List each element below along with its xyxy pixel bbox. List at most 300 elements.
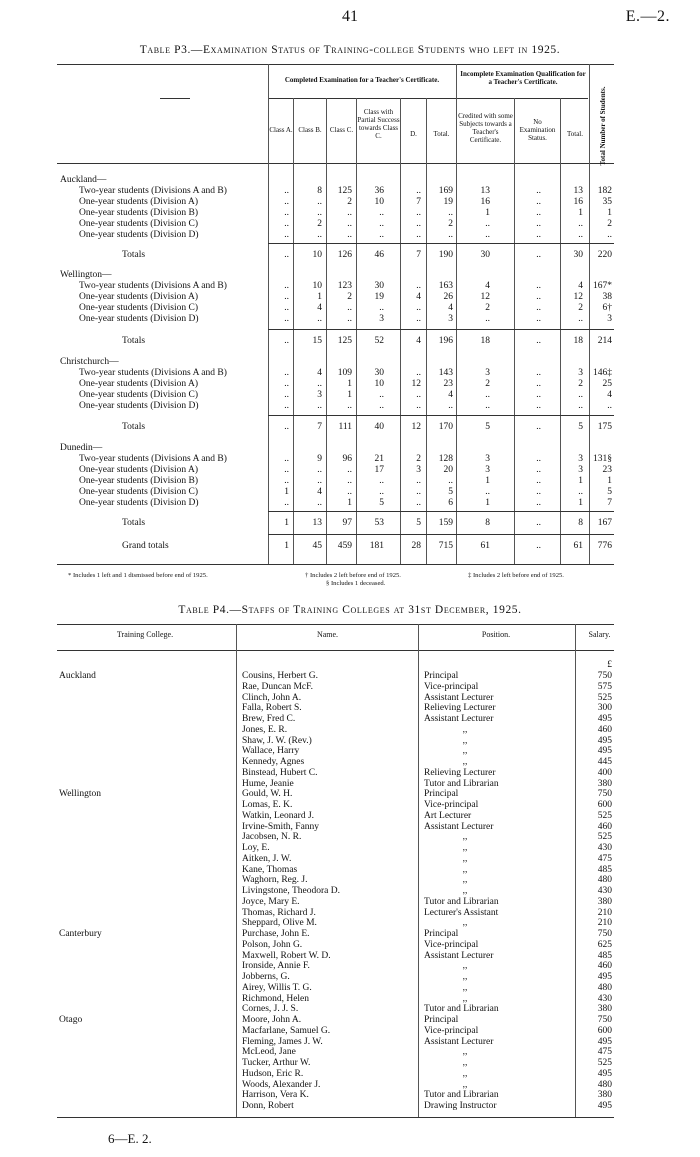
cell-value: .. (379, 219, 384, 229)
cell-value: 4 (317, 487, 322, 497)
cell-value: 28 (411, 541, 421, 551)
staff-position: Assistant Lecturer (424, 714, 494, 724)
staff-salary: 600 (597, 800, 612, 810)
row-label: One-year students (Division A) (79, 197, 198, 207)
staff-position: Assistant Lecturer (424, 692, 494, 703)
staff-name: Shaw, J. W. (Rev.) (242, 735, 312, 746)
cell-value: .. (536, 465, 541, 475)
footnote-star: * Includes 1 left and 1 dismissed before end of 1925. (68, 572, 208, 579)
cell-value: 7 (416, 250, 421, 260)
cell-value: 1 (347, 498, 352, 508)
cell-value: 13 (312, 518, 322, 528)
header-partial-success: Class with Partial Success towards Class C. (357, 108, 400, 140)
cell-value: 4 (448, 303, 453, 313)
cell-value: 2 (317, 219, 322, 229)
cell-value: .. (536, 518, 541, 528)
staff-position: Tutor and Librarian (424, 1004, 499, 1015)
cell-value: .. (317, 208, 322, 218)
cell-value: .. (416, 186, 421, 196)
staff-name: Jones, E. R. (242, 724, 288, 735)
college-name: Dunedin— (60, 443, 103, 453)
cell-value: .. (416, 498, 421, 508)
cell-value: .. (536, 197, 541, 207)
staff-salary: 400 (597, 767, 612, 778)
cell-value: .. (536, 303, 541, 313)
cell-value: 30 (480, 250, 490, 260)
cell-value: 4 (317, 368, 322, 378)
cell-value: .. (448, 476, 453, 486)
row-label: One-year students (Division A) (79, 379, 198, 389)
staff-salary: 750 (597, 929, 612, 939)
cell-value: .. (284, 186, 289, 196)
cell-value: .. (284, 368, 289, 378)
cell-value: .. (416, 208, 421, 218)
cell-value: .. (284, 219, 289, 229)
cell-value: 21 (374, 454, 384, 464)
row-label: One-year students (Division D) (79, 314, 199, 324)
cell-value: .. (536, 476, 541, 486)
cell-value: 167* (593, 281, 612, 291)
position-ditto: ,, (462, 746, 468, 757)
cell-value: 3 (317, 390, 322, 400)
position-ditto: ,, (462, 1079, 468, 1090)
cell-value: .. (347, 487, 352, 497)
cell-value: .. (284, 498, 289, 508)
cell-value: .. (416, 487, 421, 497)
position-ditto: ,, (462, 724, 468, 735)
cell-value: .. (536, 281, 541, 291)
cell-value: 19 (443, 197, 453, 207)
cell-value: .. (347, 314, 352, 324)
cell-value: .. (536, 368, 541, 378)
cell-value: .. (284, 292, 289, 302)
cell-value: 1 (607, 476, 612, 486)
page-number: 41 (342, 8, 358, 25)
staff-name: Rae, Duncan McF. (242, 681, 313, 692)
cell-value: 1 (485, 476, 490, 486)
cell-value: 190 (438, 250, 453, 260)
cell-value: 159 (438, 518, 453, 528)
cell-value: 40 (374, 422, 384, 432)
row-label: Two-year students (Divisions A and B) (79, 186, 227, 196)
staff-salary: 460 (597, 724, 612, 735)
cell-value: 163 (438, 281, 453, 291)
cell-value: .. (379, 208, 384, 218)
table-p3-title: Table P3.—Examination Status of Training-college Students who left in 1925. (139, 44, 561, 56)
cell-value: 4 (416, 336, 421, 346)
staff-name: Hudson, Eric R. (242, 1068, 304, 1079)
cell-value: .. (317, 465, 322, 475)
staff-salary: 430 (597, 886, 612, 896)
cell-value: .. (379, 401, 384, 411)
staff-name: Binstead, Hubert C. (242, 767, 318, 778)
cell-value: 30 (573, 250, 583, 260)
staff-salary: 480 (597, 1079, 612, 1090)
staff-salary: 495 (597, 1036, 612, 1047)
position-ditto: ,, (462, 864, 468, 875)
cell-value: 181 (369, 541, 384, 551)
cell-value: 175 (597, 422, 612, 432)
row-label: Two-year students (Divisions A and B) (79, 368, 227, 378)
cell-value: .. (284, 281, 289, 291)
cell-value: 3 (379, 314, 384, 324)
cell-value: 61 (480, 541, 490, 551)
row-label: One-year students (Division D) (79, 498, 199, 508)
cell-value: 8 (485, 518, 490, 528)
cell-value: 125 (337, 186, 352, 196)
cell-value: 52 (374, 336, 384, 346)
cell-value: .. (536, 219, 541, 229)
totals-divider (268, 329, 614, 330)
cell-value: 169 (438, 186, 453, 196)
cell-value: 2 (578, 303, 583, 313)
cell-value: .. (416, 476, 421, 486)
cell-value: 23 (443, 379, 453, 389)
cell-value: 1 (284, 541, 289, 551)
row-label: Grand totals (122, 541, 169, 551)
cell-value: 715 (438, 541, 453, 551)
cell-value: 5 (607, 487, 612, 497)
cell-value: 128 (438, 454, 453, 464)
cell-value: 2 (485, 303, 490, 313)
cell-value: .. (448, 208, 453, 218)
footnote-double-dagger: ‡ Includes 2 left before end of 1925. (468, 572, 564, 579)
staff-position: Vice-principal (424, 800, 479, 810)
staff-name: Jacobsen, N. R. (242, 832, 302, 843)
cell-value: .. (536, 336, 541, 346)
staff-name: Airey, Willis T. G. (242, 982, 312, 993)
staff-position: Art Lecturer (424, 810, 472, 821)
cell-value: .. (536, 292, 541, 302)
row-label: One-year students (Division D) (79, 230, 199, 240)
cell-value: .. (416, 401, 421, 411)
footnote-dagger: † Includes 2 left before end of 1925. (305, 572, 401, 579)
header-position: Position. (481, 630, 511, 639)
cell-value: 97 (342, 518, 352, 528)
header-training-college: Training College. (116, 630, 174, 639)
cell-value: .. (485, 487, 490, 497)
cell-value: .. (379, 476, 384, 486)
cell-value: .. (578, 314, 583, 324)
row-label: One-year students (Division B) (79, 208, 198, 218)
staff-salary: 380 (597, 1090, 612, 1101)
cell-value: .. (536, 230, 541, 240)
position-ditto: ,, (462, 843, 468, 853)
cell-value: 10 (312, 250, 322, 260)
cell-value: .. (284, 454, 289, 464)
staff-salary: 380 (597, 1004, 612, 1015)
staff-position: Vice-principal (424, 1025, 479, 1036)
cell-value: 167 (597, 518, 612, 528)
staff-name: Hume, Jeanie (242, 778, 294, 789)
cell-value: 111 (338, 422, 352, 432)
cell-value: .. (379, 390, 384, 400)
cell-value: 4 (578, 281, 583, 291)
position-ditto: ,, (462, 886, 468, 896)
staff-name: Jobberns, G. (242, 972, 290, 982)
staff-name: Falla, Robert S. (242, 703, 302, 714)
cell-value: .. (578, 401, 583, 411)
cell-value: .. (284, 303, 289, 313)
staff-salary: 475 (597, 1047, 612, 1058)
cell-value: .. (379, 487, 384, 497)
staff-position: Vice-principal (424, 681, 479, 692)
cell-value: .. (284, 422, 289, 432)
cell-value: .. (317, 314, 322, 324)
cell-value: .. (536, 314, 541, 324)
cell-value: .. (416, 303, 421, 313)
staff-salary: 485 (597, 950, 612, 961)
cell-value: .. (416, 281, 421, 291)
cell-value: 46 (374, 250, 384, 260)
cell-value: 12 (411, 422, 421, 432)
pound-sign: £ (607, 660, 612, 670)
cell-value: 126 (337, 250, 352, 260)
cell-value: 20 (443, 465, 453, 475)
staff-salary: 480 (597, 875, 612, 886)
staff-salary: 495 (597, 972, 612, 982)
cell-value: 4 (416, 292, 421, 302)
row-label: Two-year students (Divisions A and B) (79, 454, 227, 464)
row-label: One-year students (Division B) (79, 476, 198, 486)
staff-salary: 750 (597, 671, 612, 681)
header-total-incomplete: Total. (566, 130, 584, 138)
cell-value: 7 (607, 498, 612, 508)
cell-value: 12 (411, 379, 421, 389)
cell-value: .. (284, 208, 289, 218)
staff-position: Assistant Lecturer (424, 950, 494, 961)
staff-name: Brew, Fred C. (242, 714, 296, 724)
cell-value: .. (379, 230, 384, 240)
header-completed: Completed Examination for a Teacher's Certificate. (284, 76, 440, 84)
cell-value: 7 (416, 197, 421, 207)
cell-value: .. (536, 250, 541, 260)
staff-name: Richmond, Helen (242, 993, 310, 1004)
cell-value: 12 (480, 292, 490, 302)
position-ditto: ,, (462, 735, 468, 746)
header-class-b: Class B. (298, 126, 322, 134)
totals-divider (268, 415, 614, 416)
staff-position: Tutor and Librarian (424, 896, 499, 907)
cell-value: .. (536, 208, 541, 218)
header-class-c: Class C. (329, 126, 354, 134)
staff-salary: 460 (597, 961, 612, 972)
cell-value: .. (317, 401, 322, 411)
staff-position: Drawing Instructor (424, 1101, 497, 1111)
staff-salary: 460 (597, 821, 612, 832)
staff-name: Irvine-Smith, Fanny (242, 821, 320, 832)
cell-value: 2 (485, 379, 490, 389)
staff-name: Kane, Thomas (242, 864, 298, 875)
header-total-completed: Total. (433, 130, 450, 138)
cell-value: 25 (602, 379, 612, 389)
cell-value: .. (284, 230, 289, 240)
cell-value: .. (284, 336, 289, 346)
cell-value: 2 (578, 379, 583, 389)
cell-value: 18 (573, 336, 583, 346)
cell-value: .. (416, 314, 421, 324)
header-salary: Salary. (588, 630, 611, 639)
cell-value: 1 (578, 498, 583, 508)
row-label: One-year students (Division C) (79, 303, 198, 313)
cell-value: .. (607, 401, 612, 411)
cell-value: .. (536, 390, 541, 400)
cell-value: 9 (317, 454, 322, 464)
staff-salary: 750 (597, 1015, 612, 1025)
staff-salary: 380 (597, 896, 612, 907)
college-name: Christchurch— (60, 357, 119, 367)
cell-value: 2 (448, 219, 453, 229)
cell-value: .. (536, 454, 541, 464)
staff-name: Livingstone, Theodora D. (242, 886, 340, 896)
staff-position: Principal (424, 671, 459, 681)
staff-salary: 475 (597, 853, 612, 864)
college-name: Otago (59, 1015, 83, 1025)
position-ditto: ,, (462, 875, 468, 886)
staff-name: Moore, John A. (242, 1015, 302, 1025)
staff-name: Aitken, J. W. (242, 853, 292, 864)
cell-value: .. (536, 186, 541, 196)
staff-name: Macfarlane, Samuel G. (242, 1025, 331, 1036)
cell-value: 1 (284, 487, 289, 497)
cell-value: 196 (438, 336, 453, 346)
cell-value: .. (416, 230, 421, 240)
cell-value: 30 (374, 281, 384, 291)
staff-position: Relieving Lecturer (424, 767, 496, 778)
cell-value: 459 (337, 541, 352, 551)
cell-value: 13 (480, 186, 490, 196)
cell-value: .. (578, 390, 583, 400)
cell-value: 61 (573, 541, 583, 551)
staff-position: Assistant Lecturer (424, 821, 494, 832)
cell-value: 6 (448, 498, 453, 508)
row-label: One-year students (Division D) (79, 401, 199, 411)
cell-value: .. (317, 498, 322, 508)
staff-position: Lecturer's Assistant (424, 907, 499, 918)
totals-divider (268, 243, 614, 244)
college-name: Wellington— (60, 270, 112, 280)
cell-value: 5 (578, 422, 583, 432)
staff-salary: 495 (597, 1068, 612, 1079)
totals-divider (268, 534, 614, 535)
cell-value: .. (317, 476, 322, 486)
staff-salary: 480 (597, 982, 612, 993)
staff-position: Relieving Lecturer (424, 703, 496, 714)
cell-value: 7 (317, 422, 322, 432)
staff-salary: 210 (597, 918, 612, 929)
cell-value: 3 (448, 314, 453, 324)
cell-value: 15 (312, 336, 322, 346)
position-ditto: ,, (462, 1058, 468, 1068)
cell-value: .. (317, 230, 322, 240)
staff-name: Lomas, E. K. (242, 800, 293, 810)
staff-name: Sheppard, Olive M. (242, 918, 317, 929)
cell-value: .. (485, 390, 490, 400)
position-ditto: ,, (462, 918, 468, 929)
cell-value: 5 (379, 498, 384, 508)
cell-value: 3 (578, 368, 583, 378)
staff-name: Tucker, Arthur W. (242, 1058, 311, 1068)
staff-name: Wallace, Harry (242, 746, 300, 757)
header-name: Name. (316, 630, 339, 639)
cell-value: 3 (416, 465, 421, 475)
cell-value: .. (284, 250, 289, 260)
cell-value: 38 (602, 292, 612, 302)
cell-value: .. (536, 498, 541, 508)
cell-value: 4 (485, 281, 490, 291)
staff-salary: 380 (597, 778, 612, 789)
cell-value: .. (284, 476, 289, 486)
cell-value: 214 (597, 336, 612, 346)
bottom-reference: 6—E. 2. (108, 1131, 152, 1146)
cell-value: 123 (337, 281, 352, 291)
cell-value: 1 (607, 208, 612, 218)
cell-value: .. (536, 401, 541, 411)
cell-value: .. (284, 379, 289, 389)
cell-value: .. (536, 422, 541, 432)
cell-value: 6† (602, 303, 612, 313)
cell-value: 18 (480, 336, 490, 346)
position-ditto: ,, (462, 982, 468, 993)
cell-value: 10 (374, 379, 384, 389)
staff-name: Loy, E. (242, 843, 270, 853)
staff-salary: 525 (597, 832, 612, 843)
cell-value: .. (448, 401, 453, 411)
college-name: Canterbury (59, 929, 102, 939)
header-credited: Credited with some Subjects towards a Teacher's Certificate. (458, 112, 513, 144)
cell-value: .. (485, 401, 490, 411)
cell-value: .. (448, 230, 453, 240)
staff-salary: 300 (597, 703, 612, 714)
cell-value: .. (485, 230, 490, 240)
cell-value: 4 (317, 303, 322, 313)
row-label: One-year students (Division C) (79, 219, 198, 229)
cell-value: 776 (597, 541, 612, 551)
staff-name: Cornes, J. J. S. (242, 1004, 299, 1015)
row-label: Totals (122, 422, 146, 432)
staff-position: Vice-principal (424, 939, 479, 950)
position-ditto: ,, (462, 1047, 468, 1058)
staff-name: Fleming, James J. W. (242, 1036, 323, 1047)
staff-name: Joyce, Mary E. (242, 896, 300, 907)
cell-value: 45 (312, 541, 322, 551)
cell-value: .. (347, 208, 352, 218)
cell-value: .. (347, 401, 352, 411)
staff-salary: 430 (597, 993, 612, 1004)
cell-value: 3 (485, 454, 490, 464)
college-name: Auckland (59, 671, 96, 681)
staff-salary: 525 (597, 1058, 612, 1068)
staff-salary: 430 (597, 843, 612, 853)
header-class-d: D. (410, 130, 417, 138)
cell-value: 26 (443, 292, 453, 302)
table-p4-title: Table P4.—Staffs of Training Colleges at 31st December, 1925. (178, 604, 522, 616)
cell-value: 125 (337, 336, 352, 346)
cell-value: 220 (597, 250, 612, 260)
staff-name: Woods, Alexander J. (242, 1079, 321, 1090)
cell-value: .. (284, 401, 289, 411)
cell-value: 3 (578, 465, 583, 475)
row-label: One-year students (Division A) (79, 292, 198, 302)
staff-salary: 495 (597, 1101, 612, 1111)
cell-value: 131§ (593, 454, 612, 464)
staff-salary: 575 (597, 681, 612, 692)
row-label: One-year students (Division C) (79, 390, 198, 400)
staff-salary: 495 (597, 746, 612, 757)
cell-value: .. (536, 487, 541, 497)
cell-value: .. (347, 465, 352, 475)
staff-salary: 525 (597, 692, 612, 703)
